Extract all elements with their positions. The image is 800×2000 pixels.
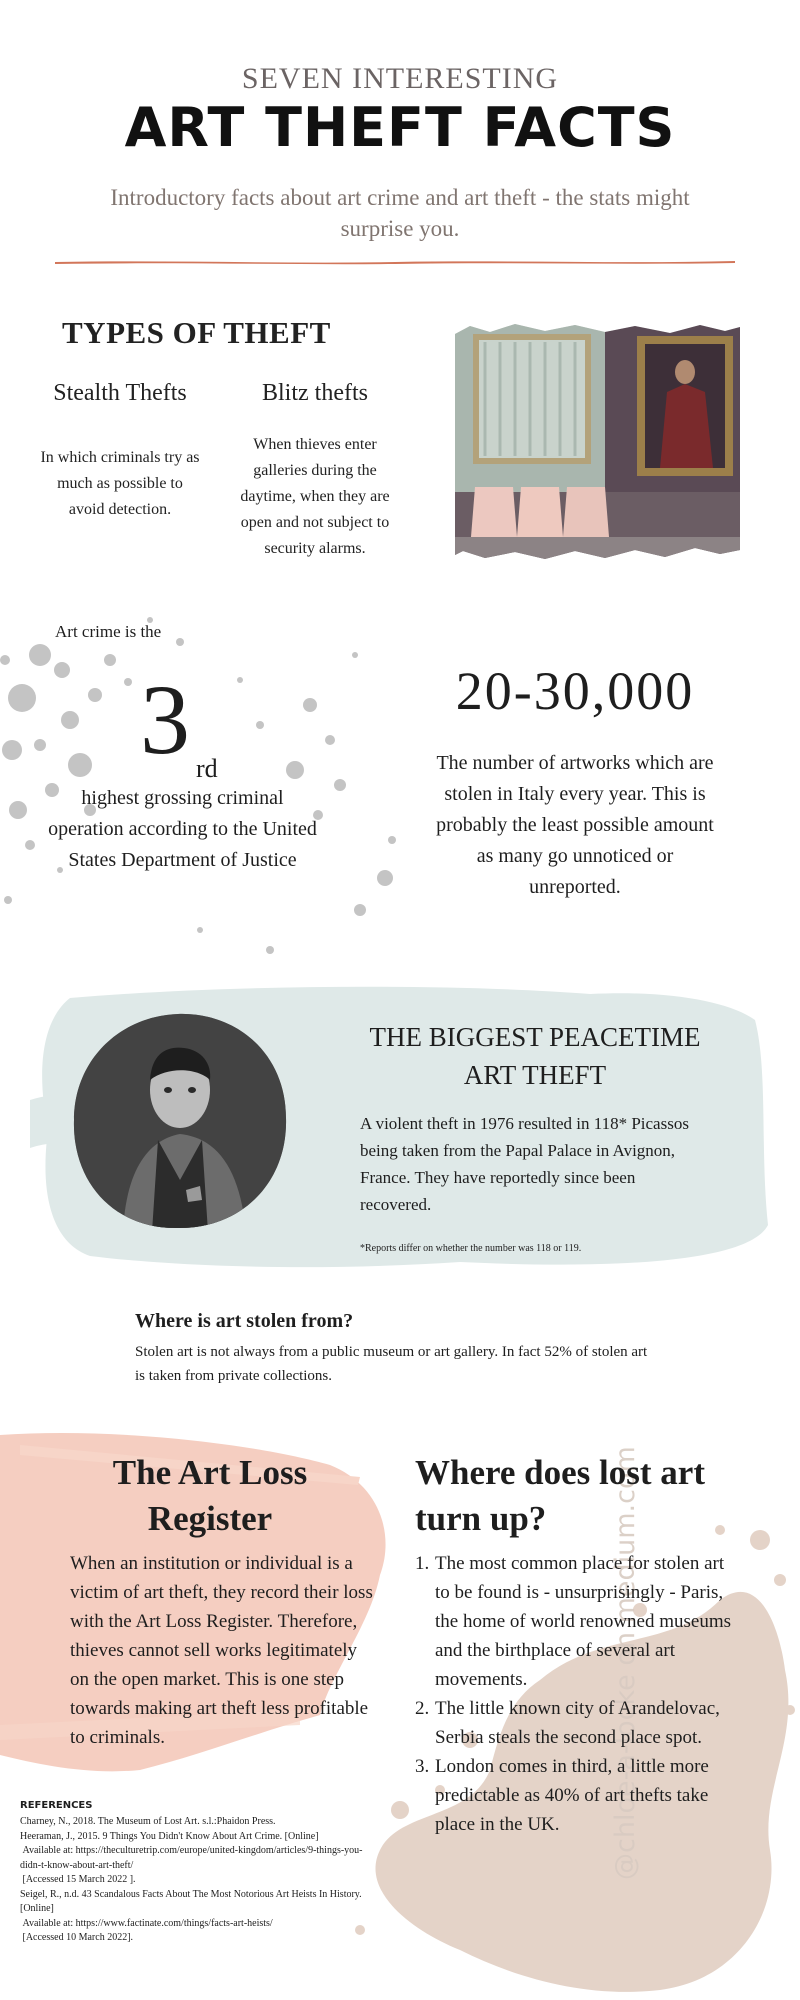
third-rank-number: 3 (140, 664, 190, 775)
art-loss-register-text: When an institution or individual is a victim of art theft, they record their loss with the Art Loss Register. Therefore, thieves cannot sell works legitimately on the open market. This is one step towards making art theft less profitable to criminals. (70, 1553, 373, 1748)
kicker-text: SEVEN INTERESTING (241, 62, 559, 95)
stealth-thefts-text: In which criminals try as much as possible to avoid detection. (40, 449, 200, 518)
reference-line: [Accessed 10 March 2022]. (20, 1932, 134, 1943)
list-item (415, 1549, 735, 1694)
reference-line: Seigel, R., n.d. 43 Scandalous Facts About The Most Notorious Art Heists In History. [Online] (20, 1888, 365, 1914)
blitz-thefts-heading: Blitz thefts (262, 380, 368, 406)
peacetime-theft-footnote: *Reports differ on whether the number was 118 or 119. (360, 1243, 582, 1254)
list-item-text: The most common place for stolen art to be found is - unsurprisingly - Paris, the home of world renowned museums and the birthplace of several art movements. (435, 1553, 732, 1690)
reference-line: Available at: https://theculturetrip.com/europe/united-kingdom/articles/9-things-you-didn-t-know-about-art-theft/ (20, 1845, 363, 1871)
third-rank-suffix: rd (196, 754, 218, 783)
author-watermark: @chloe-a-locke on medium.com (610, 1446, 641, 1880)
list-item (415, 1752, 735, 1839)
list-item (415, 1694, 735, 1752)
list-item-number: 2. (415, 1698, 430, 1719)
picasso-portrait-photo (68, 1010, 290, 1232)
intro-text: Introductory facts about art crime and art theft - the stats might surprise you. (110, 185, 690, 241)
list-item-text: London comes in third, a little more predictable as 40% of art thefts take place in the UK. (435, 1756, 709, 1835)
lost-art-heading: Where does lost art turn up? (415, 1453, 705, 1538)
references-list (20, 1815, 380, 1946)
reference-line: Available at: https://www.factinate.com/things/facts-art-heists/ (20, 1917, 273, 1929)
art-crime-lead-text: Art crime is the (55, 622, 162, 641)
blitz-thefts-text: When thieves enter galleries during the daytime, when they are open and not subject to security alarms. (240, 436, 390, 557)
gallery-interior-photo (455, 322, 740, 562)
third-rank-description: highest grossing criminal operation according to the United States Department of Justice (48, 787, 317, 871)
references-heading: REFERENCES (20, 1800, 93, 1811)
reference-line: [Accessed 15 March 2022 ]. (20, 1874, 136, 1885)
list-item-number: 1. (415, 1553, 430, 1574)
stealth-thefts-heading: Stealth Thefts (53, 380, 187, 406)
italy-stolen-description: The number of artworks which are stolen in Italy every year. This is probably the least possible amount as many go unnoticed or unreported. (436, 752, 714, 898)
types-of-theft-heading: TYPES OF THEFT (62, 315, 331, 350)
where-stolen-text: Stolen art is not always from a public museum or art gallery. In fact 52% of stolen art is taken from private collections. (135, 1344, 648, 1384)
page-title: ART THEFT FACTS (124, 96, 676, 159)
art-loss-register-heading: The Art Loss Register (112, 1453, 308, 1538)
lost-art-list (415, 1549, 735, 1839)
italy-stolen-count: 20-30,000 (455, 661, 695, 721)
where-stolen-heading: Where is art stolen from? (135, 1310, 354, 1332)
list-item-number: 3. (415, 1756, 430, 1777)
reference-line: Charney, N., 2018. The Museum of Lost Art. s.l.:Phaidon Press. (20, 1816, 276, 1827)
list-item-text: The little known city of Arandelovac, Serbia steals the second place spot. (435, 1698, 720, 1748)
peacetime-theft-heading: THE BIGGEST PEACETIME ART THEFT (369, 1022, 701, 1090)
reference-line: Heeraman, J., 2015. 9 Things You Didn't Know About Art Crime. [Online] (20, 1830, 319, 1842)
peacetime-theft-text: A violent theft in 1976 resulted in 118* Picassos being taken from the Papal Palace in Avignon, France. They have reportedly since been recovered. (360, 1114, 689, 1214)
brush-divider (55, 259, 735, 265)
